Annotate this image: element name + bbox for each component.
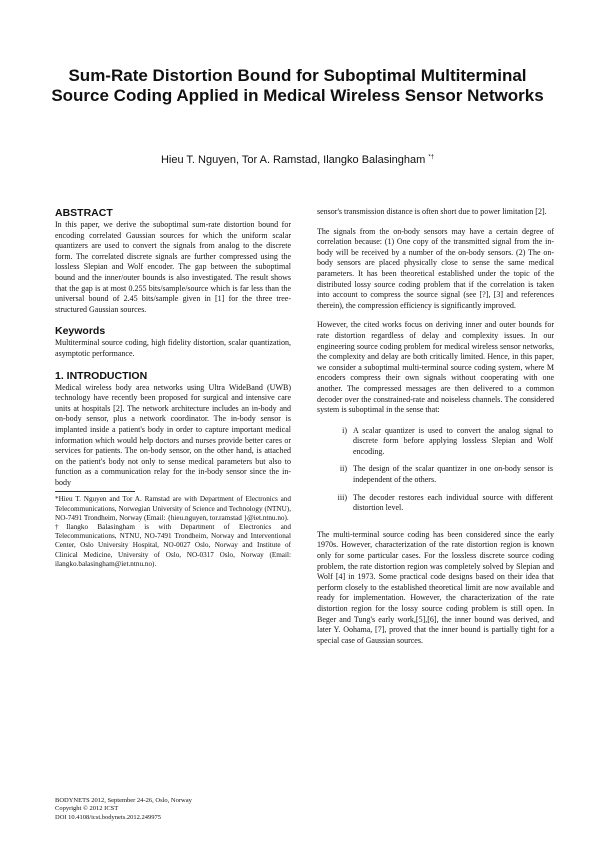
footnote-2: †Ilangko Balasingham is with Department of Electronics and Telecommunications, NTNU, NO-7491 Trondheim, Norway and Interventional Center, Oslo University Hospital, NO-0027 Oslo, Norway and Institute of Clinical Medicine, University of Oslo, NO-0317 Oslo, Norway (Email: ilangko.balasingham@iet.ntnu.no). [55,523,291,568]
right-column [317,207,554,646]
footnote-divider [55,491,135,492]
author-list [40,154,555,166]
copyright-line: Copyright © 2012 ICST [55,805,119,813]
list-item [317,426,554,458]
introduction-paragraph-4: The multi-terminal source coding has been considered since the early 1970s. However, characterization of the rate distortion region is known only for some particular cases. For the lossless discrete source coding problem, the rate distortion region was completely solved by Slepian and Wolf [4] in 1973. Some practical code designs based on their idea that perform closely to the established theoretical limit are now available and ready for implementation. However, the characterization of the rate distortion region for the lossy source coding problem is still open. In Beger and Tung's early work,[5],[6], the inner bound was derived, and later Y. Oohama, [7], proved that the inner bound is partially tight for a special case of Gaussian sources. [317,529,554,645]
list-item-text: The decoder restores each individual source with different distortion level. [353,492,553,513]
doi-line: DOI 10.4108/icst.bodynets.2012.249975 [55,813,161,821]
introduction-heading: 1. INTRODUCTION [55,369,148,382]
list-item-number: ii) [339,464,347,474]
introduction-paragraph-1: Medical wireless body area networks using Ultra WideBand (UWB) technology have recently been proposed for surgical and intensive care units at hospitals [2]. The network architecture includes an in-body and on-body sensor, plus a network coordinator. The in-body sensor is implanted inside a patient's body in order to capture important medical information which would help doctors and nurses provide better cares or services for patients. The on-body sensor, on the other hand, is attached on the patient's body not only to sense medical parameters but also to function as a communication relay for the in-body sensor since the in-body [55,382,291,487]
introduction-paragraph-2: The signals from the on-body sensors may have a certain degree of correlation because: (1) One copy of the transmitted signal from the in-body will be received by a number of the on-body sensors. (2) The on-body sensors are placed physically close to sense the same medical parameters. It has been theoretical established under the topic of the distributed lossy source coding problem that if the correlation is taken into account to compress the source signal (see [?], [3] and references therein), the compression efficiency is significantly improved. [317,226,554,310]
keywords-heading: Keywords [55,325,106,338]
author-footnote-marks: *† [428,154,435,161]
footnote-1: *Hieu T. Nguyen and Tor A. Ramstad are with Department of Electronics and Telecommunications, Norwegian University of Science and Technology (NTNU), NO-7491 Trondheim, Norway (Email: {hieu.nguyen, tor.ramstad }@iet.ntnu.no). [55,495,291,522]
abstract-text: In this paper, we derive the suboptimal sum-rate distortion bound for encoding correlated Gaussian sources for which the uniform scalar quantizers are used to convert the signals from analog to the discrete form. The correlated discrete signals are further compressed using the lossless Slepian and Wolf encoder. The gap between the suboptimal bound and the inner/outer bounds is also investigated. The result shows that the gap is at most 0.255 bits/sample/source which is far less than the universal bound of 2.45 bits/sample given in [1] for the three tree-structured Gaussian sources. [55,220,291,314]
abstract-heading: ABSTRACT [55,207,113,219]
left-column [55,207,291,569]
list-item-number: iii) [337,492,347,502]
introduction-paragraph-3: However, the cited works focus on deriving inner and outer bounds for rate distortion regardless of delay and complexity issues. In our engineering source coding problem for medical wireless sensor networks, the complexity and delay are both critically limited. Hence, in this paper, we consider a suboptimal multi-terminal source coding system, where M encoders compress their own signals without cooperating with one another. The compressed messages are then delivered to a common decoder over the constrained-rate and noiseless channels. The considered system is suboptimal in the sense that: [317,320,554,415]
introduction-continuation: sensor's transmission distance is often short due to power limitation [2]. [317,207,547,216]
list-item [317,493,554,514]
list-item-text: The design of the scalar quantizer in one on-body sensor is independent of the others. [353,464,553,485]
author-names: Hieu T. Nguyen, Tor A. Ramstad, Ilangko Balasingham [160,154,426,166]
list-item-number: i) [342,425,347,435]
paper-title: Sum-Rate Distortion Bound for Suboptimal Multiterminal Source Coding Applied in Medical Wireless Sensor Networks [51,66,544,105]
system-properties-list [317,426,554,514]
keywords-text: Multiterminal source coding, high fidelity distortion, scalar quantization, asymptotic performance. [55,338,291,358]
conference-line: BODYNETS 2012, September 24-26, Oslo, Norway [55,797,192,804]
list-item [317,464,554,485]
page-footer [55,797,192,822]
list-item-text: A scalar quantizer is used to convert the analog signal to discrete form before applying lossless Slepian and Wolf encoding. [353,425,553,456]
